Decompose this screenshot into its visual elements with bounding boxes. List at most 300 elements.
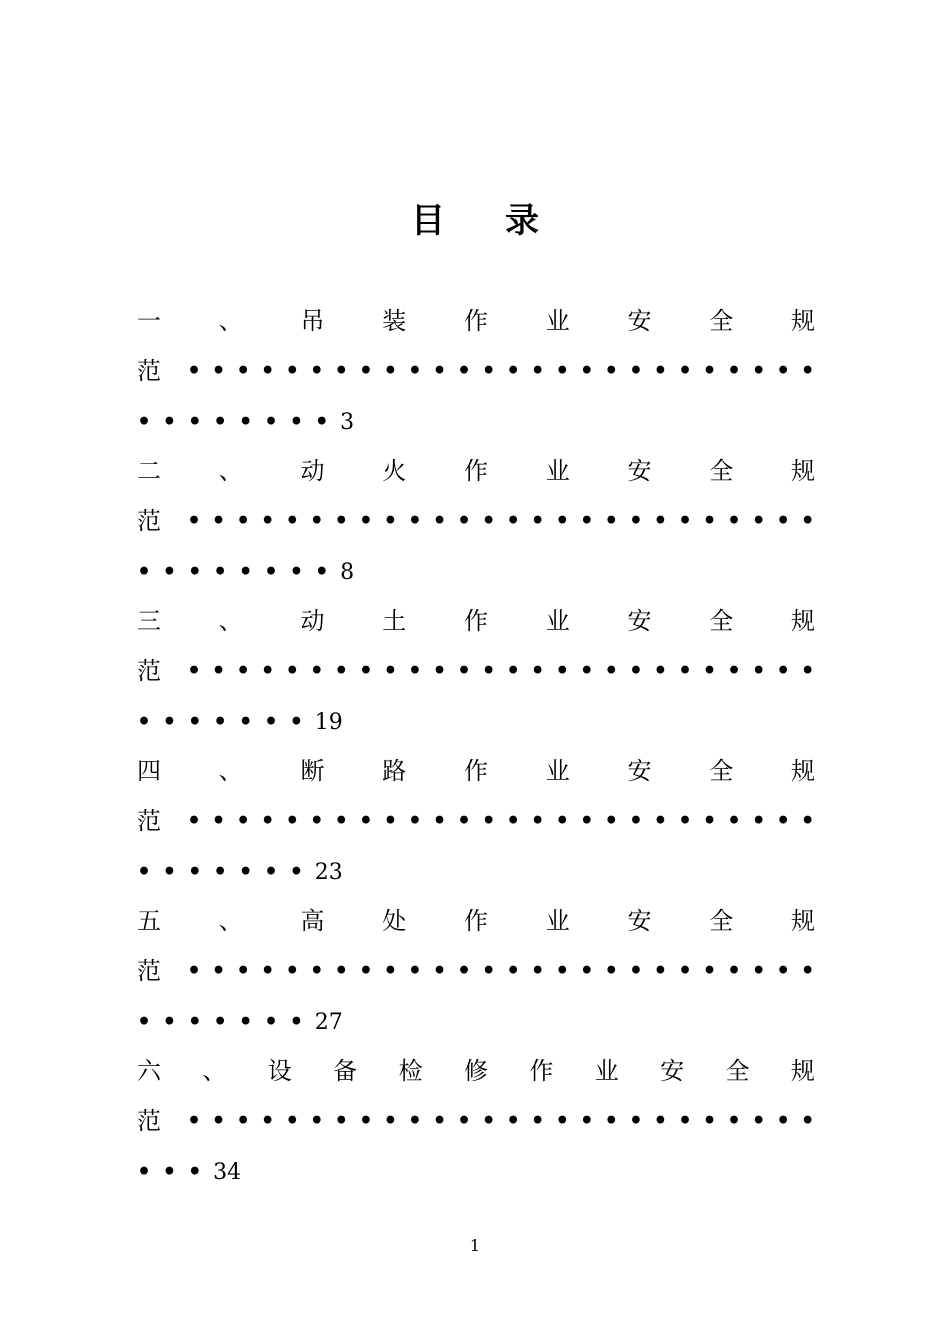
dot-leader — [161, 796, 815, 846]
leader-dot: • — [800, 808, 815, 834]
leader-dot: • — [432, 808, 447, 834]
leader-dot: • — [677, 658, 692, 684]
toc-title-char: 范 — [137, 507, 161, 535]
leader-dot: • — [260, 808, 275, 834]
leader-dot: • — [628, 358, 643, 384]
toc-entry[interactable] — [137, 596, 815, 746]
dot-leader — [161, 496, 815, 546]
leader-dot: • — [506, 658, 521, 684]
toc-entry-page — [137, 846, 815, 896]
leader-dot: • — [236, 658, 251, 684]
toc-title-char: 五 — [137, 907, 161, 935]
leader-dot: • — [358, 358, 373, 384]
leader-dot: • — [407, 1108, 422, 1134]
toc-title-char: 、 — [218, 457, 243, 485]
leader-dot: • — [555, 658, 570, 684]
toc-entry-leader — [137, 346, 815, 396]
leader-dot: • — [162, 1009, 177, 1035]
leader-dot: • — [677, 958, 692, 984]
toc-title-char: 检 — [398, 1057, 423, 1085]
leader-dot: • — [727, 658, 742, 684]
leader-dot: • — [260, 658, 275, 684]
toc-title-char: 安 — [627, 607, 652, 635]
leader-dot: • — [751, 1108, 766, 1134]
toc-title-char: 路 — [382, 757, 407, 785]
leader-dot: • — [457, 808, 472, 834]
leader-dot: • — [211, 958, 226, 984]
toc-page-number: 8 — [340, 560, 355, 585]
leader-dot: • — [187, 358, 202, 384]
dot-leader — [137, 847, 315, 896]
leader-dot: • — [285, 358, 300, 384]
leader-dot: • — [653, 808, 668, 834]
leader-dot: • — [432, 958, 447, 984]
toc-title-char: 一 — [137, 307, 161, 335]
leader-dot: • — [238, 409, 253, 435]
dot-leader — [161, 346, 815, 396]
leader-dot: • — [334, 958, 349, 984]
leader-dot: • — [432, 658, 447, 684]
leader-dot: • — [187, 1159, 202, 1185]
leader-dot: • — [506, 1108, 521, 1134]
leader-dot: • — [702, 1108, 717, 1134]
leader-dot: • — [481, 358, 496, 384]
leader-dot: • — [604, 1108, 619, 1134]
toc-entry-leader — [137, 946, 815, 996]
leader-dot: • — [751, 958, 766, 984]
leader-dot: • — [289, 859, 304, 885]
leader-dot: • — [555, 358, 570, 384]
toc-page-number: 3 — [340, 410, 355, 435]
leader-dot: • — [481, 808, 496, 834]
toc-title-char: 作 — [464, 607, 488, 635]
toc-title-char: 六 — [137, 1057, 161, 1085]
toc-entry[interactable] — [137, 296, 815, 446]
toc-title-char: 二 — [137, 457, 161, 485]
leader-dot: • — [383, 808, 398, 834]
leader-dot: • — [137, 1009, 152, 1035]
toc-title-char: 、 — [202, 1057, 227, 1085]
leader-dot: • — [137, 559, 152, 585]
leader-dot: • — [211, 508, 226, 534]
leader-dot: • — [260, 1108, 275, 1134]
leader-dot: • — [263, 859, 279, 885]
leader-dot: • — [334, 508, 349, 534]
toc-title-char: 业 — [545, 907, 570, 935]
leader-dot: • — [285, 658, 300, 684]
leader-dot: • — [579, 658, 594, 684]
leader-dot: • — [481, 658, 496, 684]
toc-page-number: 19 — [314, 710, 343, 735]
leader-dot: • — [677, 508, 692, 534]
leader-dot: • — [530, 1108, 545, 1134]
leader-dot: • — [137, 1159, 152, 1185]
leader-dot: • — [238, 1009, 253, 1035]
leader-dot: • — [776, 358, 791, 384]
leader-dot: • — [236, 808, 251, 834]
toc-title-char: 安 — [627, 457, 652, 485]
leader-dot: • — [653, 358, 668, 384]
leader-dot: • — [383, 1108, 398, 1134]
leader-dot: • — [481, 508, 496, 534]
leader-dot: • — [579, 1108, 594, 1134]
leader-dot: • — [289, 709, 304, 735]
leader-dot: • — [727, 1108, 742, 1134]
toc-title-char: 高 — [300, 907, 325, 935]
toc-title-char: 全 — [709, 907, 734, 935]
toc-title-char: 设 — [267, 1057, 292, 1085]
leader-dot: • — [289, 409, 304, 435]
toc-title-char: 规 — [790, 1057, 815, 1085]
dot-leader — [161, 946, 815, 996]
leader-dot: • — [776, 658, 791, 684]
leader-dot: • — [457, 658, 472, 684]
toc-entry-title — [137, 446, 815, 496]
toc-entry-title — [137, 296, 815, 346]
leader-dot: • — [432, 1108, 447, 1134]
leader-dot: • — [407, 808, 422, 834]
leader-dot: • — [677, 358, 692, 384]
leader-dot: • — [314, 409, 329, 435]
toc-title-char: 断 — [300, 757, 325, 785]
leader-dot: • — [334, 658, 349, 684]
leader-dot: • — [776, 1108, 791, 1134]
toc-title-char: 作 — [464, 907, 488, 935]
leader-dot: • — [263, 1009, 279, 1035]
leader-dot: • — [137, 709, 152, 735]
leader-dot: • — [579, 508, 594, 534]
toc-title-char: 全 — [709, 307, 734, 335]
leader-dot: • — [238, 859, 253, 885]
leader-dot: • — [653, 1108, 668, 1134]
toc-title-char: 、 — [218, 607, 243, 635]
toc-entry-title — [137, 746, 815, 796]
leader-dot: • — [751, 358, 766, 384]
leader-dot: • — [383, 508, 398, 534]
leader-dot: • — [236, 358, 251, 384]
dot-leader — [137, 397, 340, 446]
leader-dot: • — [506, 508, 521, 534]
leader-dot: • — [727, 808, 742, 834]
leader-dot: • — [579, 358, 594, 384]
toc-title-char: 作 — [464, 757, 488, 785]
toc-title-char: 安 — [627, 757, 652, 785]
leader-dot: • — [727, 508, 742, 534]
leader-dot: • — [236, 958, 251, 984]
leader-dot: • — [383, 958, 398, 984]
leader-dot: • — [702, 358, 717, 384]
leader-dot: • — [285, 1108, 300, 1134]
toc-title-char: 全 — [725, 1057, 750, 1085]
leader-dot: • — [383, 358, 398, 384]
leader-dot: • — [309, 958, 324, 984]
toc-entry-page — [137, 546, 815, 596]
toc-title-char: 业 — [545, 757, 570, 785]
toc-page-number: 23 — [314, 860, 343, 885]
leader-dot: • — [653, 958, 668, 984]
leader-dot: • — [238, 559, 253, 585]
page-title: 目录 — [411, 201, 599, 241]
leader-dot: • — [677, 1108, 692, 1134]
leader-dot: • — [213, 409, 228, 435]
toc-title-char: 规 — [791, 457, 815, 485]
leader-dot: • — [358, 808, 373, 834]
leader-dot: • — [555, 958, 570, 984]
leader-dot: • — [407, 358, 422, 384]
toc-title-char: 四 — [137, 757, 161, 785]
leader-dot: • — [702, 658, 717, 684]
leader-dot: • — [309, 1108, 324, 1134]
leader-dot: • — [604, 658, 619, 684]
toc-title-char: 修 — [463, 1057, 488, 1085]
toc-title-char: 安 — [660, 1057, 685, 1085]
leader-dot: • — [555, 808, 570, 834]
leader-dot: • — [289, 1009, 304, 1035]
dot-leader — [137, 1147, 213, 1196]
toc-title-char: 安 — [627, 907, 652, 935]
leader-dot: • — [187, 409, 202, 435]
toc-entry-title — [137, 896, 815, 946]
toc-title-char: 装 — [382, 307, 407, 335]
toc-title-char: 备 — [333, 1057, 358, 1085]
leader-dot: • — [530, 808, 545, 834]
dot-leader — [137, 997, 315, 1046]
leader-dot: • — [263, 409, 279, 435]
leader-dot: • — [800, 958, 815, 984]
leader-dot: • — [334, 808, 349, 834]
toc-title-char: 范 — [137, 657, 161, 685]
leader-dot: • — [457, 958, 472, 984]
leader-dot: • — [187, 1108, 202, 1134]
toc-title-char: 处 — [382, 907, 407, 935]
leader-dot: • — [776, 958, 791, 984]
leader-dot: • — [530, 358, 545, 384]
toc-title-char: 范 — [137, 1107, 161, 1135]
leader-dot: • — [260, 358, 275, 384]
toc-title-char: 作 — [464, 457, 488, 485]
leader-dot: • — [187, 658, 202, 684]
leader-dot: • — [162, 409, 177, 435]
table-of-contents — [137, 296, 815, 1196]
toc-entry[interactable] — [137, 746, 815, 896]
leader-dot: • — [309, 508, 324, 534]
leader-dot: • — [776, 508, 791, 534]
leader-dot: • — [187, 859, 202, 885]
toc-title-char: 规 — [791, 757, 815, 785]
leader-dot: • — [162, 1159, 177, 1185]
toc-title-char: 规 — [791, 307, 815, 335]
toc-title-char: 全 — [709, 607, 734, 635]
leader-dot: • — [213, 709, 228, 735]
toc-title-char: 、 — [218, 757, 243, 785]
leader-dot: • — [211, 808, 226, 834]
leader-dot: • — [334, 358, 349, 384]
toc-entry[interactable] — [137, 1046, 815, 1196]
toc-page-number: 27 — [314, 1010, 343, 1035]
toc-title-char: 作 — [529, 1057, 554, 1085]
leader-dot: • — [751, 508, 766, 534]
leader-dot: • — [187, 709, 202, 735]
toc-title-char: 业 — [545, 457, 570, 485]
leader-dot: • — [260, 508, 275, 534]
toc-title-char: 、 — [218, 307, 243, 335]
toc-entry-page — [137, 1146, 815, 1196]
toc-entry-leader — [137, 1096, 815, 1146]
leader-dot: • — [677, 808, 692, 834]
leader-dot: • — [481, 958, 496, 984]
leader-dot: • — [702, 808, 717, 834]
leader-dot: • — [506, 808, 521, 834]
leader-dot: • — [579, 808, 594, 834]
leader-dot: • — [383, 658, 398, 684]
toc-title-char: 安 — [627, 307, 652, 335]
toc-title-char: 规 — [791, 607, 815, 635]
leader-dot: • — [653, 658, 668, 684]
toc-title-char: 土 — [382, 607, 407, 635]
leader-dot: • — [604, 508, 619, 534]
leader-dot: • — [800, 358, 815, 384]
dot-leader — [161, 646, 815, 696]
leader-dot: • — [604, 808, 619, 834]
toc-title-char: 全 — [709, 757, 734, 785]
leader-dot: • — [432, 508, 447, 534]
toc-title-char: 全 — [709, 457, 734, 485]
leader-dot: • — [236, 1108, 251, 1134]
leader-dot: • — [162, 559, 177, 585]
leader-dot: • — [187, 559, 202, 585]
toc-entry-title — [137, 596, 815, 646]
leader-dot: • — [800, 1108, 815, 1134]
leader-dot: • — [776, 808, 791, 834]
leader-dot: • — [358, 1108, 373, 1134]
leader-dot: • — [751, 658, 766, 684]
leader-dot: • — [800, 658, 815, 684]
leader-dot: • — [407, 658, 422, 684]
leader-dot: • — [162, 859, 177, 885]
leader-dot: • — [211, 658, 226, 684]
leader-dot: • — [653, 508, 668, 534]
leader-dot: • — [334, 1108, 349, 1134]
toc-entry-leader — [137, 796, 815, 846]
toc-entry-page — [137, 996, 815, 1046]
toc-title-char: 业 — [545, 307, 570, 335]
leader-dot: • — [358, 508, 373, 534]
leader-dot: • — [137, 859, 152, 885]
footer-page-number: 1 — [469, 1236, 481, 1255]
toc-entry-page — [137, 396, 815, 446]
leader-dot: • — [407, 958, 422, 984]
leader-dot: • — [285, 508, 300, 534]
toc-page-number: 34 — [213, 1160, 242, 1185]
leader-dot: • — [187, 958, 202, 984]
toc-entry-leader — [137, 496, 815, 546]
leader-dot: • — [213, 859, 228, 885]
leader-dot: • — [727, 958, 742, 984]
leader-dot: • — [314, 559, 329, 585]
toc-title-char: 三 — [137, 607, 161, 635]
leader-dot: • — [506, 358, 521, 384]
leader-dot: • — [211, 358, 226, 384]
toc-title-char: 范 — [137, 957, 161, 985]
leader-dot: • — [263, 709, 279, 735]
leader-dot: • — [260, 958, 275, 984]
leader-dot: • — [285, 808, 300, 834]
leader-dot: • — [457, 508, 472, 534]
toc-entry[interactable] — [137, 446, 815, 596]
leader-dot: • — [628, 658, 643, 684]
leader-dot: • — [702, 958, 717, 984]
leader-dot: • — [579, 958, 594, 984]
toc-title-char: 范 — [137, 807, 161, 835]
leader-dot: • — [358, 958, 373, 984]
leader-dot: • — [530, 958, 545, 984]
leader-dot: • — [309, 358, 324, 384]
toc-title-char: 业 — [545, 607, 570, 635]
toc-entry[interactable] — [137, 896, 815, 1046]
leader-dot: • — [213, 1009, 228, 1035]
toc-title-char: 动 — [300, 607, 325, 635]
dot-leader — [161, 1096, 815, 1146]
leader-dot: • — [285, 958, 300, 984]
leader-dot: • — [506, 958, 521, 984]
leader-dot: • — [555, 508, 570, 534]
toc-entry-leader — [137, 646, 815, 696]
leader-dot: • — [727, 358, 742, 384]
leader-dot: • — [530, 658, 545, 684]
toc-entry-title — [137, 1046, 815, 1096]
leader-dot: • — [289, 559, 304, 585]
leader-dot: • — [358, 658, 373, 684]
leader-dot: • — [213, 559, 228, 585]
leader-dot: • — [628, 958, 643, 984]
leader-dot: • — [263, 559, 279, 585]
leader-dot: • — [432, 358, 447, 384]
leader-dot: • — [702, 508, 717, 534]
toc-title-char: 范 — [137, 357, 161, 385]
toc-title-char: 吊 — [300, 307, 325, 335]
leader-dot: • — [604, 358, 619, 384]
leader-dot: • — [407, 508, 422, 534]
leader-dot: • — [457, 1108, 472, 1134]
leader-dot: • — [457, 358, 472, 384]
leader-dot: • — [137, 409, 152, 435]
dot-leader — [137, 697, 315, 746]
leader-dot: • — [187, 508, 202, 534]
toc-entry-page — [137, 696, 815, 746]
leader-dot: • — [530, 508, 545, 534]
leader-dot: • — [481, 1108, 496, 1134]
leader-dot: • — [309, 808, 324, 834]
leader-dot: • — [751, 808, 766, 834]
leader-dot: • — [555, 1108, 570, 1134]
dot-leader — [137, 547, 340, 596]
toc-title-char: 、 — [218, 907, 243, 935]
leader-dot: • — [628, 808, 643, 834]
leader-dot: • — [187, 1009, 202, 1035]
leader-dot: • — [211, 1108, 226, 1134]
leader-dot: • — [800, 508, 815, 534]
leader-dot: • — [238, 709, 253, 735]
leader-dot: • — [628, 1108, 643, 1134]
leader-dot: • — [604, 958, 619, 984]
leader-dot: • — [187, 808, 202, 834]
toc-title-char: 规 — [791, 907, 815, 935]
leader-dot: • — [236, 508, 251, 534]
leader-dot: • — [162, 709, 177, 735]
toc-title-char: 动 — [300, 457, 325, 485]
leader-dot: • — [628, 508, 643, 534]
leader-dot: • — [309, 658, 324, 684]
